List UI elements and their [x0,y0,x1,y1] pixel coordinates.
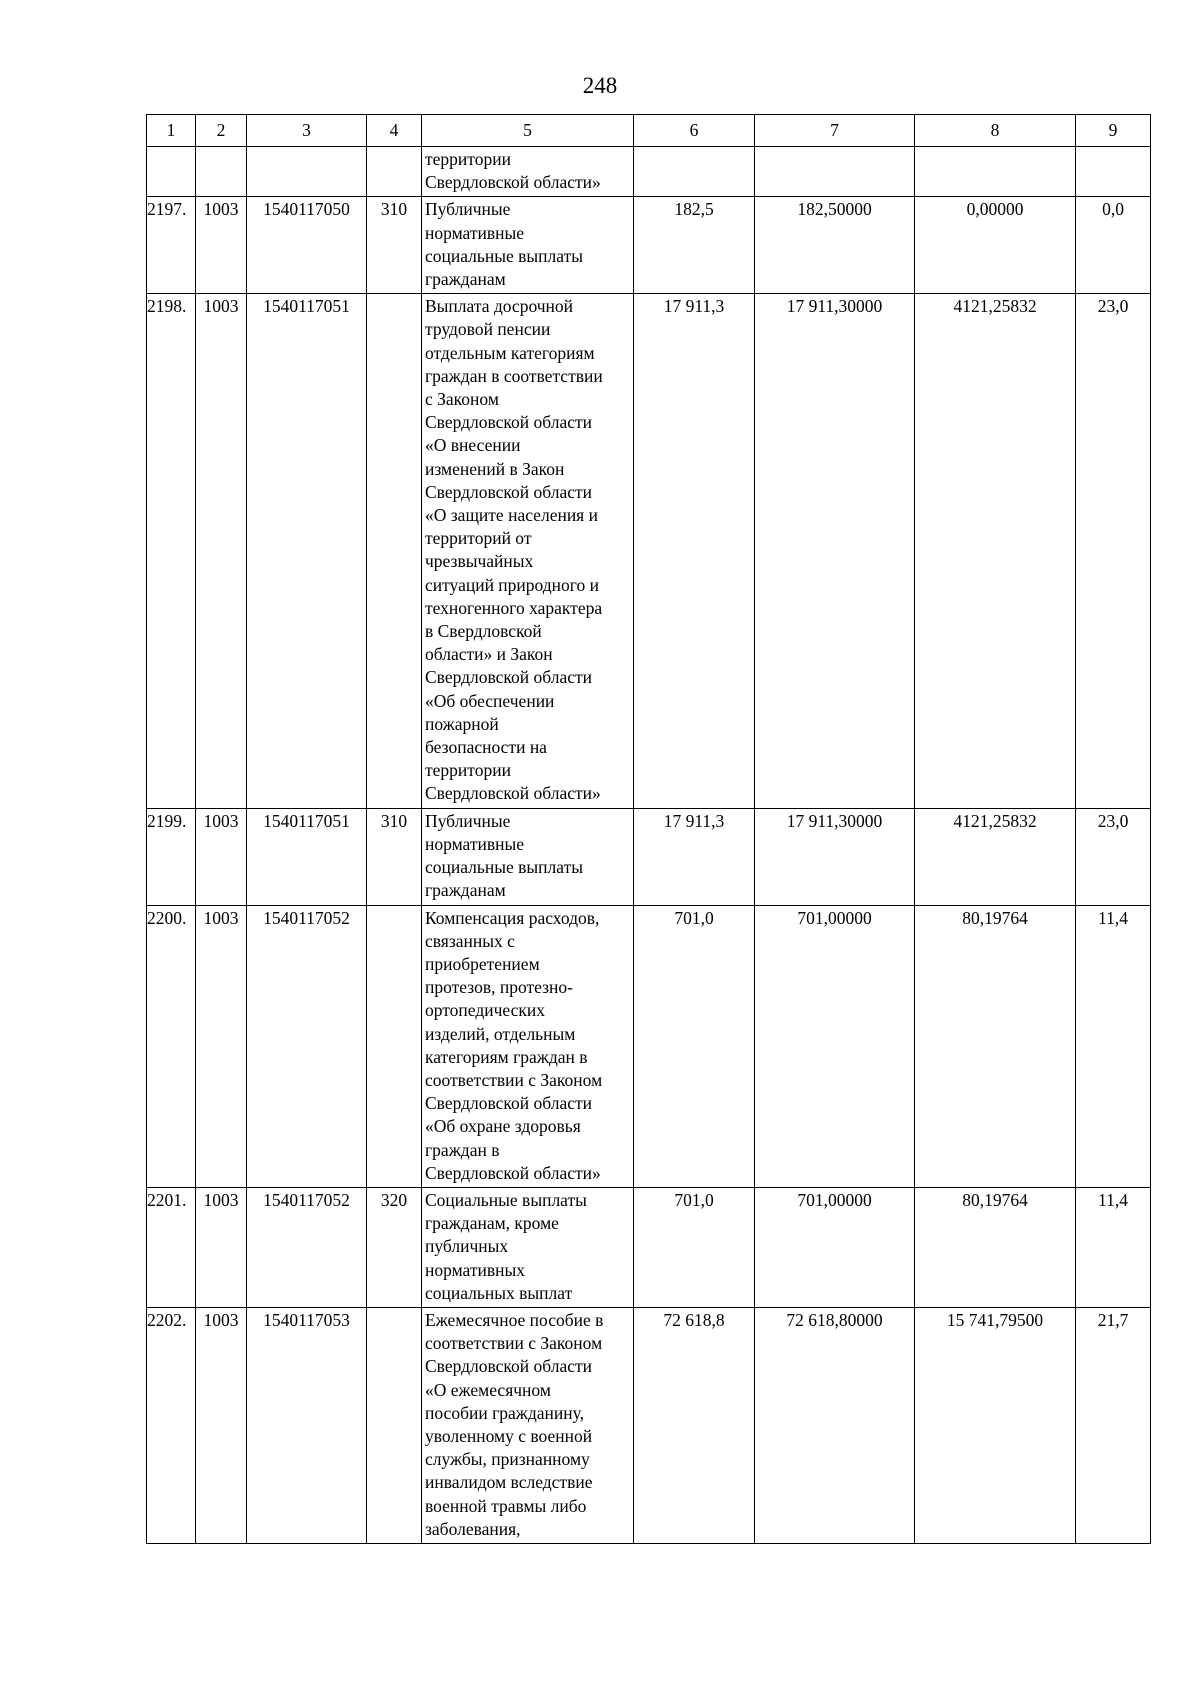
table-row [147,905,1151,1187]
target-code: 1540117052 [247,905,367,1187]
section-code: 1003 [196,294,247,808]
description: Публичные нормативные социальные выплаты гражданам [422,197,634,294]
section-code: 1003 [196,197,247,294]
description: Выплата досрочной трудовой пенсии отдельным категориям граждан в соответствии с Законом Свердловской области «О внесении изменений в Закон Свердловской области «О защите населения и территорий от чрезвычайных ситуаций природного и техногенного характера в Свердловской области» и Закон Свердловской области «Об обеспечении пожарной безопасности на территории Свердловской области» [422,294,634,808]
col7-value: 72 618,80000 [755,1307,915,1543]
section-code: 1003 [196,1307,247,1543]
col6-value: 182,5 [634,197,755,294]
section-code: 1003 [196,1187,247,1307]
col6-value [634,147,755,197]
col9-value: 0,0 [1076,197,1151,294]
description: Социальные выплаты гражданам, кроме публичных нормативных социальных выплат [422,1187,634,1307]
col9-value: 21,7 [1076,1307,1151,1543]
target-code: 1540117053 [247,1307,367,1543]
col6-value: 701,0 [634,905,755,1187]
section-code: 1003 [196,808,247,905]
row-number: 2201. [147,1187,196,1307]
col9-value: 23,0 [1076,294,1151,808]
col-header-1: 1 [147,115,196,147]
table-row [147,147,1151,197]
col6-value: 701,0 [634,1187,755,1307]
col-header-2: 2 [196,115,247,147]
expense-type [367,905,422,1187]
row-number [147,147,196,197]
target-code: 1540117050 [247,197,367,294]
expense-type: 310 [367,197,422,294]
expense-type [367,147,422,197]
target-code: 1540117052 [247,1187,367,1307]
target-code: 1540117051 [247,808,367,905]
col8-value [915,147,1076,197]
col-header-3: 3 [247,115,367,147]
page-number: 248 [582,73,618,98]
col7-value [755,147,915,197]
table-row [147,197,1151,294]
expense-type [367,1307,422,1543]
col8-value: 0,00000 [915,197,1076,294]
row-number: 2198. [147,294,196,808]
table-row [147,808,1151,905]
col7-value: 17 911,30000 [755,808,915,905]
col-header-9: 9 [1076,115,1151,147]
col8-value: 15 741,79500 [915,1307,1076,1543]
col7-value: 182,50000 [755,197,915,294]
description: Компенсация расходов, связанных с приобретением протезов, протезно- ортопедических изделий, отдельным категориям граждан в соответствии с Законом Свердловской области «Об охране здоровья граждан в Свердловской области» [422,905,634,1187]
table-row [147,1187,1151,1307]
col-header-8: 8 [915,115,1076,147]
col9-value: 23,0 [1076,808,1151,905]
col-header-4: 4 [367,115,422,147]
description: Публичные нормативные социальные выплаты гражданам [422,808,634,905]
col9-value [1076,147,1151,197]
col6-value: 72 618,8 [634,1307,755,1543]
table-row [147,294,1151,808]
col-header-7: 7 [755,115,915,147]
col7-value: 17 911,30000 [755,294,915,808]
col8-value: 4121,25832 [915,294,1076,808]
col-header-5: 5 [422,115,634,147]
col7-value: 701,00000 [755,905,915,1187]
target-code [247,147,367,197]
section-code: 1003 [196,905,247,1187]
col7-value: 701,00000 [755,1187,915,1307]
expense-type: 320 [367,1187,422,1307]
col9-value: 11,4 [1076,905,1151,1187]
row-number: 2200. [147,905,196,1187]
col6-value: 17 911,3 [634,808,755,905]
row-number: 2197. [147,197,196,294]
col6-value: 17 911,3 [634,294,755,808]
col8-value: 80,19764 [915,905,1076,1187]
col9-value: 11,4 [1076,1187,1151,1307]
description: территории Свердловской области» [422,147,634,197]
row-number: 2199. [147,808,196,905]
header-row [147,115,1151,147]
target-code: 1540117051 [247,294,367,808]
col8-value: 80,19764 [915,1187,1076,1307]
description: Ежемесячное пособие в соответствии с Законом Свердловской области «О ежемесячном пособии гражданину, уволенному с военной службы, признанному инвалидом вследствие военной травмы либо заболевания, [422,1307,634,1543]
col-header-6: 6 [634,115,755,147]
col8-value: 4121,25832 [915,808,1076,905]
budget-table [146,114,1151,1544]
expense-type: 310 [367,808,422,905]
expense-type [367,294,422,808]
row-number: 2202. [147,1307,196,1543]
section-code [196,147,247,197]
table-row [147,1307,1151,1543]
